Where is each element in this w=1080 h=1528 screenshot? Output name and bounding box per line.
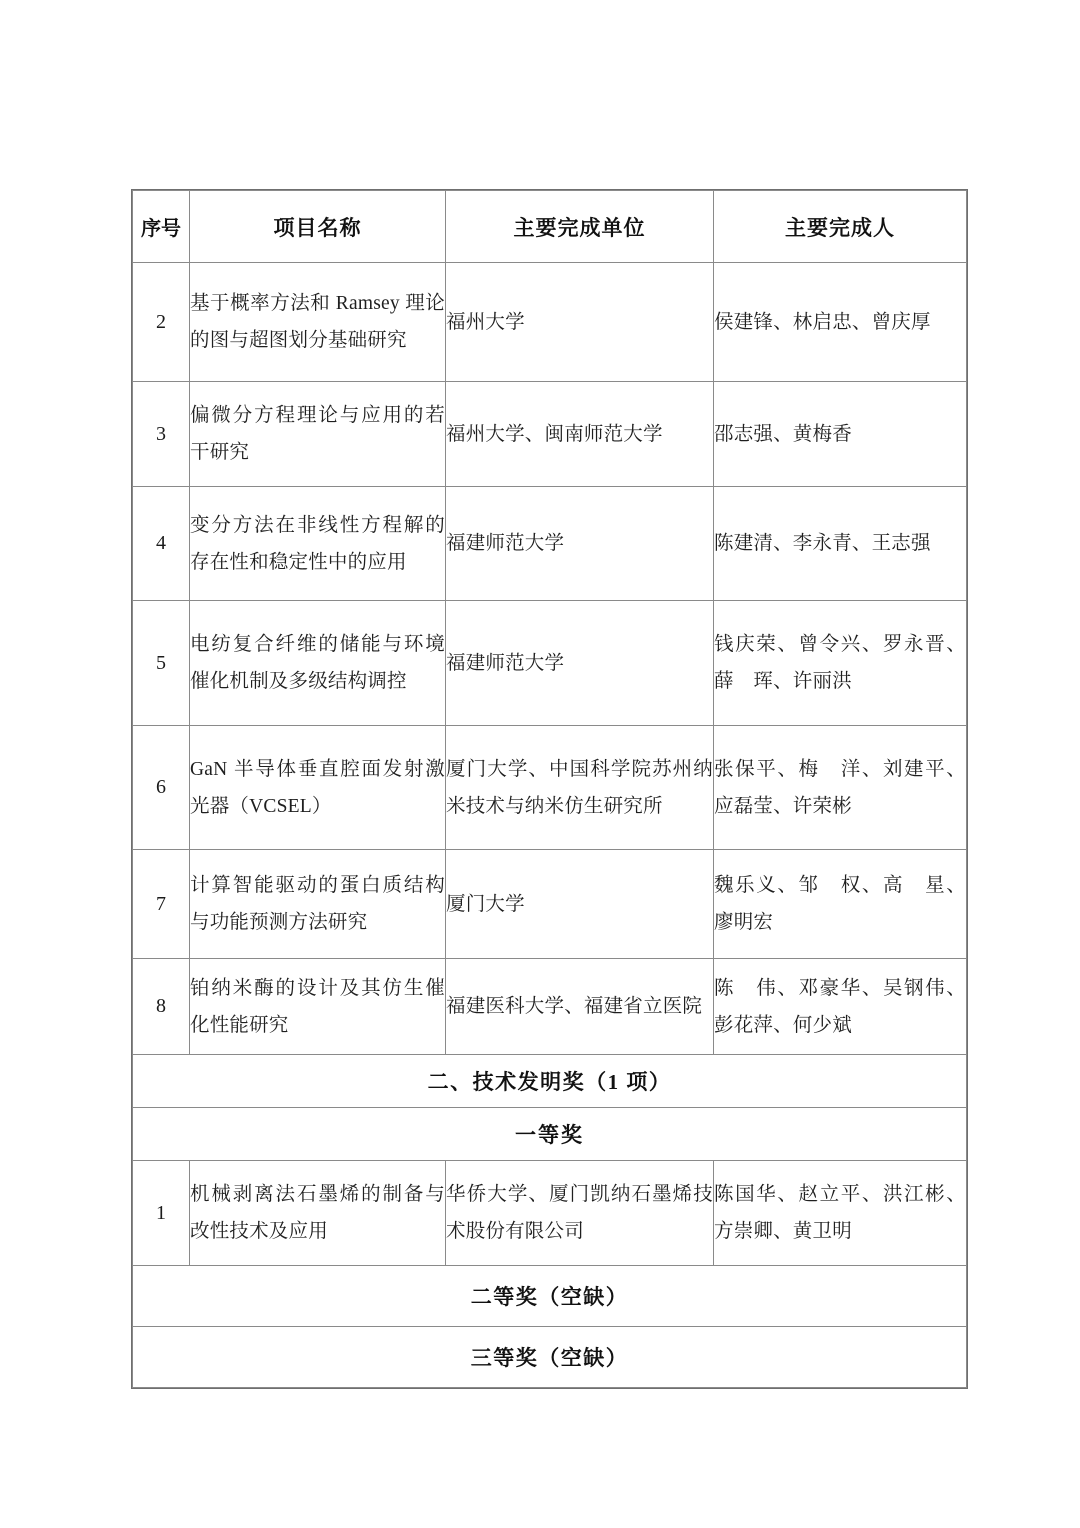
subsection-title: 一等奖 [133, 1108, 967, 1161]
column-header-no: 序号 [133, 191, 190, 263]
row-index: 2 [133, 263, 190, 382]
row-project-name: 电纺复合纤维的储能与环境催化机制及多级结构调控 [190, 601, 446, 726]
row-index: 7 [133, 850, 190, 959]
row-unit: 福建师范大学 [446, 601, 714, 726]
section-header-row [133, 1055, 967, 1108]
row-index: 5 [133, 601, 190, 726]
row-project-name: 计算智能驱动的蛋白质结构与功能预测方法研究 [190, 850, 446, 959]
subsection-header-row [133, 1108, 967, 1161]
vacant-third-prize-row [133, 1327, 967, 1388]
section-title: 二、技术发明奖（1 项） [133, 1055, 967, 1108]
column-header-people: 主要完成人 [714, 191, 967, 263]
row-project-name: 基于概率方法和 Ramsey 理论的图与超图划分基础研究 [190, 263, 446, 382]
table-row [133, 959, 967, 1055]
award-table [132, 190, 967, 1388]
row-unit: 福建师范大学 [446, 487, 714, 601]
vacant-second-prize-label: 二等奖（空缺） [133, 1266, 967, 1327]
vacant-second-prize-row [133, 1266, 967, 1327]
table-row [133, 726, 967, 850]
row-people: 陈国华、赵立平、洪江彬、方崇卿、黄卫明 [714, 1161, 967, 1266]
table-row [133, 850, 967, 959]
table-row [133, 601, 967, 726]
row-people: 魏乐义、邹 权、高 星、廖明宏 [714, 850, 967, 959]
row-index: 8 [133, 959, 190, 1055]
row-people: 陈 伟、邓豪华、吴钢伟、彭花萍、何少斌 [714, 959, 967, 1055]
row-project-name: 变分方法在非线性方程解的存在性和稳定性中的应用 [190, 487, 446, 601]
row-people: 钱庆荣、曾令兴、罗永晋、薛 珲、许丽洪 [714, 601, 967, 726]
row-project-name: 偏微分方程理论与应用的若干研究 [190, 382, 446, 487]
row-people: 侯建锋、林启忠、曾庆厚 [714, 263, 967, 382]
column-header-unit: 主要完成单位 [446, 191, 714, 263]
row-project-name: 机械剥离法石墨烯的制备与改性技术及应用 [190, 1161, 446, 1266]
row-unit: 厦门大学、中国科学院苏州纳米技术与纳米仿生研究所 [446, 726, 714, 850]
row-people: 张保平、梅 洋、刘建平、应磊莹、许荣彬 [714, 726, 967, 850]
row-unit: 福州大学、闽南师范大学 [446, 382, 714, 487]
row-unit: 厦门大学 [446, 850, 714, 959]
row-project-name: GaN 半导体垂直腔面发射激光器（VCSEL） [190, 726, 446, 850]
row-project-name: 铂纳米酶的设计及其仿生催化性能研究 [190, 959, 446, 1055]
row-index: 6 [133, 726, 190, 850]
row-unit: 福州大学 [446, 263, 714, 382]
row-index: 4 [133, 487, 190, 601]
table-row [133, 263, 967, 382]
table-row [133, 382, 967, 487]
table-row [133, 1161, 967, 1266]
row-index: 3 [133, 382, 190, 487]
row-unit: 福建医科大学、福建省立医院 [446, 959, 714, 1055]
row-people: 邵志强、黄梅香 [714, 382, 967, 487]
table-header-row [133, 191, 967, 263]
column-header-project: 项目名称 [190, 191, 446, 263]
row-people: 陈建清、李永青、王志强 [714, 487, 967, 601]
row-unit: 华侨大学、厦门凯纳石墨烯技术股份有限公司 [446, 1161, 714, 1266]
table-row [133, 487, 967, 601]
vacant-third-prize-label: 三等奖（空缺） [133, 1327, 967, 1388]
row-index: 1 [133, 1161, 190, 1266]
